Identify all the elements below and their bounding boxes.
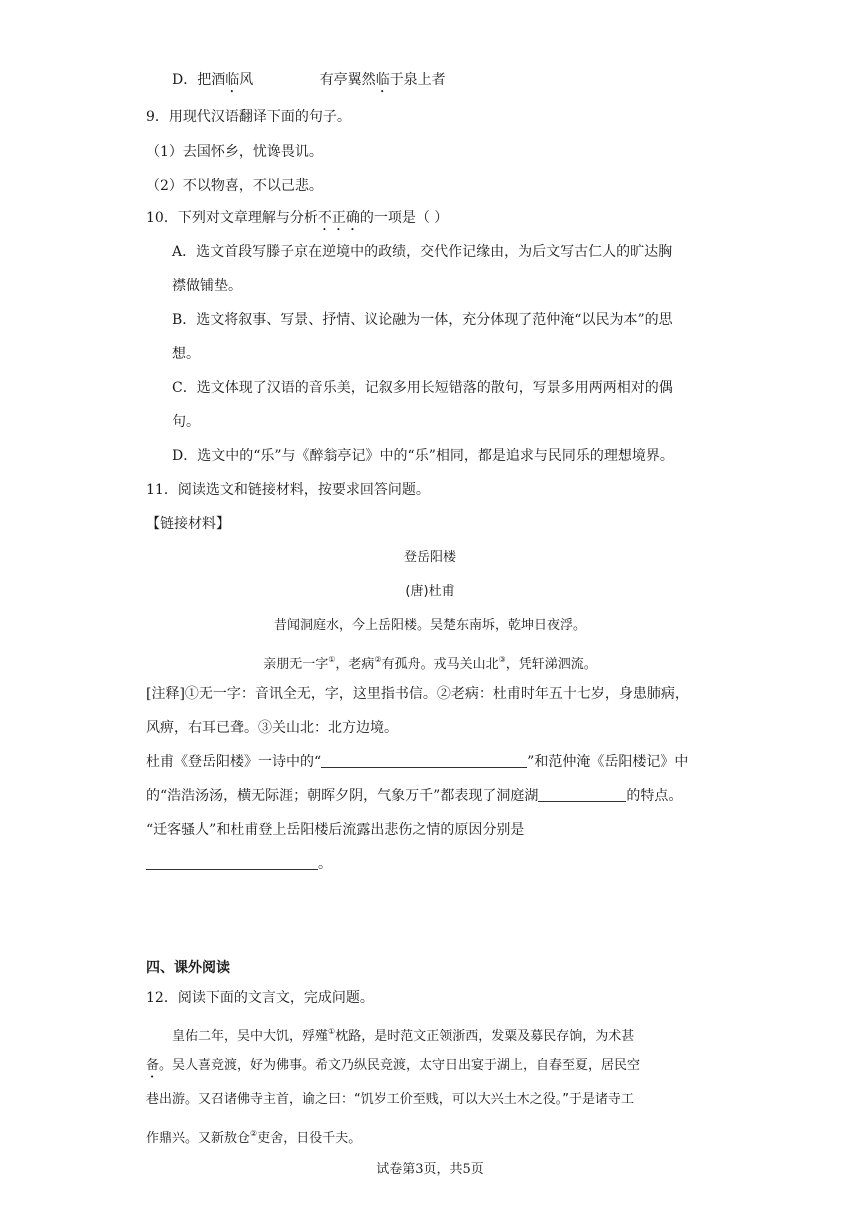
q11-task-line3: “迁客骚人”和杜甫登上岳阳楼后流露出悲伤之情的原因分别是 xyxy=(146,822,525,838)
q12-passage-line1: 皇佑二年，吴中大饥，殍殣①枕路，是时范文正领浙西，发粟及募民存饷，为术甚 xyxy=(172,1027,635,1044)
answer-blank-3[interactable] xyxy=(146,855,318,870)
poem-line-2: 亲朋无一字①，老病②有孤舟。戎马关山北③，凭轩涕泗流。 xyxy=(263,655,597,672)
poem-line-1: 昔闻洞庭水，今上岳阳楼。吴楚东南坼，乾坤日夜浮。 xyxy=(273,618,586,633)
q11-task-line1: 杜甫《登岳阳楼》一诗中的“ ”和范仲淹《岳阳楼记》中 xyxy=(146,754,689,770)
poem-notes-line2: 风痹，右耳已聋。③关山北：北方边境。 xyxy=(146,720,398,736)
section-heading: 四、课外阅读 xyxy=(146,960,230,976)
q10-option-c-line2: 句。 xyxy=(172,414,200,430)
emphasis-not-correct: 不正确 xyxy=(317,210,360,226)
q10-option-d-line1: D．选文中的“乐”与《醉翁亭记》中的“乐”相同，都是追求与民同乐的理想境界。 xyxy=(172,448,674,464)
poem-notes-line1: [注释]①无一字：音讯全无，字，这里指书信。②老病：杜甫时年五十七岁，身患肺病， xyxy=(146,686,689,702)
footnote-marker-1: ① xyxy=(328,1027,336,1036)
q10-stem: 10．下列对文章理解与分析不正确的一项是（ ） xyxy=(146,210,449,226)
q8-option-d xyxy=(172,70,446,96)
q10-option-b-line1: B．选文将叙事、写景、抒情、议论融为一体，充分体现了范仲淹“以民为本”的思 xyxy=(172,312,673,328)
footnote-marker-1: ① xyxy=(328,655,336,664)
footnote-marker-2: ② xyxy=(250,1129,258,1138)
q10-option-b-line2: 想。 xyxy=(172,346,200,362)
footnote-marker-3: ③ xyxy=(498,655,506,664)
poem-title: 登岳阳楼 xyxy=(403,550,456,565)
q9-stem: 9．用现代汉语翻译下面的句子。 xyxy=(146,109,351,125)
q10-option-a-line1: A．选文首段写滕子京在逆境中的政绩，交代作记缘由，为后文写古仁人的旷达胸 xyxy=(172,244,673,260)
q12-passage-line3: 巷出游。又召诸佛寺主首，谕之曰：“饥岁工价至贱，可以大兴土木之役。”于是诸寺工 xyxy=(146,1092,634,1107)
q9-sentence-2: （2）不以物喜，不以己悲。 xyxy=(146,178,323,194)
option-d-text: D．把酒临风 xyxy=(172,72,254,88)
q10-option-a-line2: 襟做铺垫。 xyxy=(172,278,242,294)
q11-stem: 11．阅读选文和链接材料，按要求回答问题。 xyxy=(146,482,430,498)
answer-blank-1[interactable] xyxy=(321,753,527,768)
q10-option-c-line1: C．选文体现了汉语的音乐美，记叙多用长短错落的散句，写景多用两两相对的偶 xyxy=(172,380,673,396)
q9-sentence-1: （1）去国怀乡，忧谗畏讥。 xyxy=(146,144,323,160)
page-footer: 试卷第3页，共5页 xyxy=(376,1162,484,1177)
q11-task-line2: 的“浩浩汤汤，横无际涯；朝晖夕阴，气象万千”都表现了洞庭湖 的特点。 xyxy=(146,788,683,804)
q11-task-line4: 。 xyxy=(146,854,332,874)
q12-passage-line2: 备。吴人喜竞渡，好为佛事。希文乃纵民竞渡，太守日出宴于湖上，自春至夏，居民空 xyxy=(146,1058,641,1073)
emphasis-char: 备 xyxy=(146,1058,160,1073)
q12-stem: 12．阅读下面的文言文，完成问题。 xyxy=(146,990,374,1006)
q12-passage-line4: 作鼎兴。又新敖仓②吏舍，日役千夫。 xyxy=(146,1129,362,1146)
poem-author: (唐)杜甫 xyxy=(405,584,455,599)
option-d-right: 有亭翼然临于泉上者 xyxy=(319,72,446,88)
link-material-label: 【链接材料】 xyxy=(146,516,230,532)
footnote-marker-2: ② xyxy=(374,655,382,664)
answer-blank-2[interactable] xyxy=(538,787,626,802)
